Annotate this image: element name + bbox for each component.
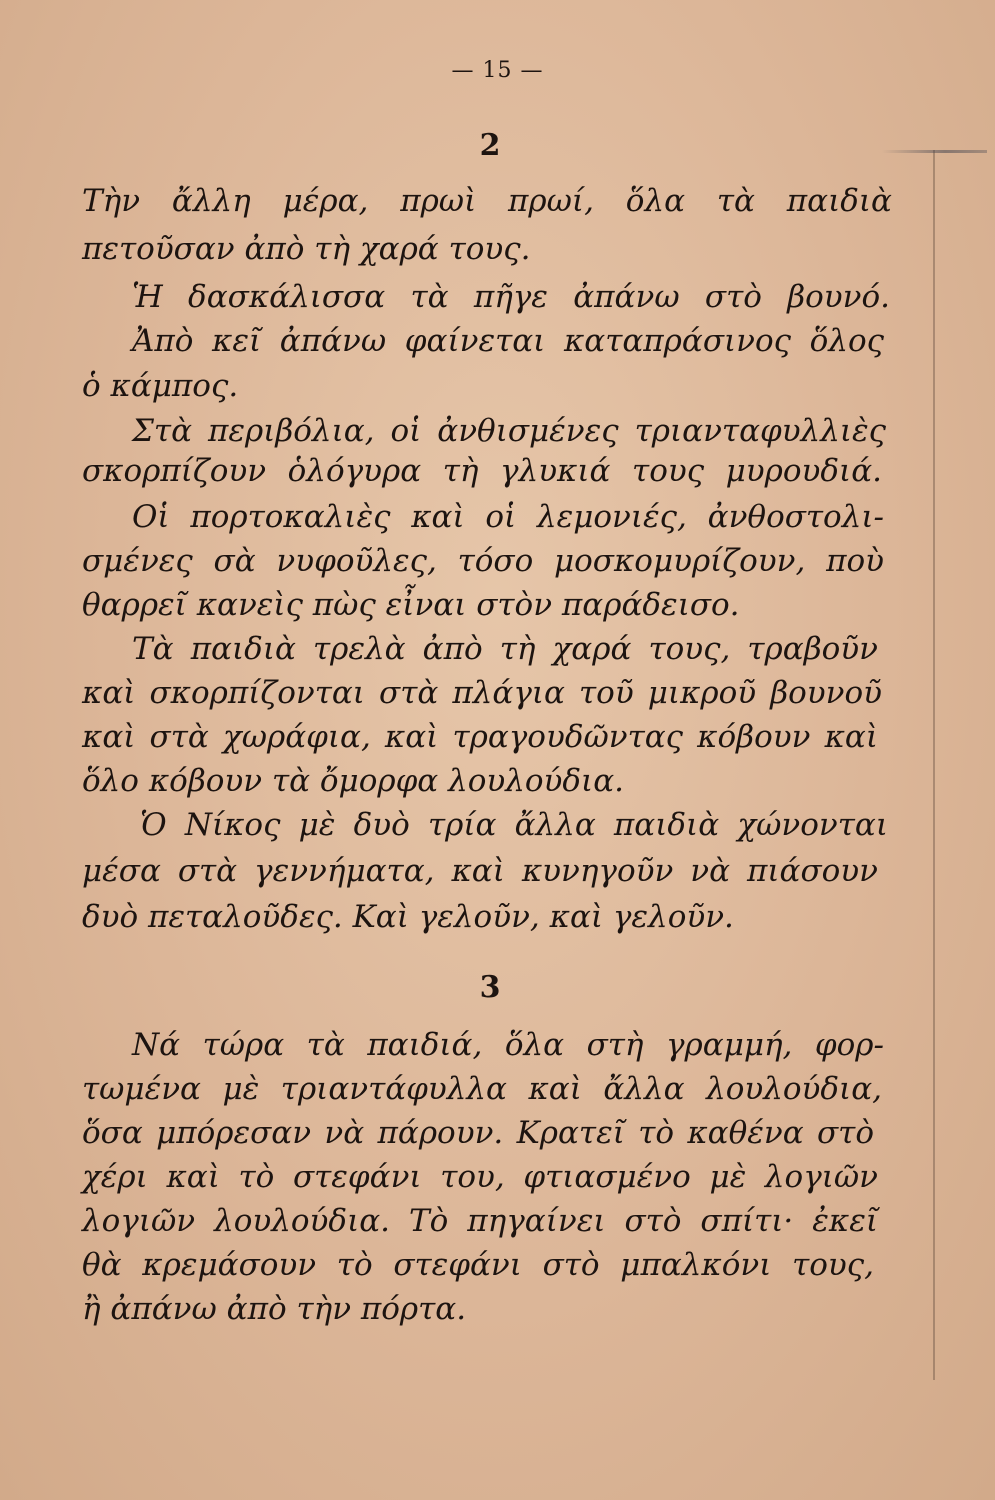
text-line: καὶ στὰ χωράφια, καὶ τραγουδῶντας κόβουν καὶ	[82, 719, 878, 755]
text-line: Οἱ πορτοκαλιὲς καὶ οἱ λεμονιές, ἀνθοστολι-	[132, 499, 884, 535]
text-line: καὶ σκορπίζονται στὰ πλάγια τοῦ μικροῦ βουνοῦ	[82, 675, 882, 711]
text-line: μέσα στὰ γεννήματα, καὶ κυνηγοῦν νὰ πιάσουν	[82, 853, 878, 889]
text-line: θαρρεῖ κανεὶς πὼς εἶναι στὸν παράδεισο.	[82, 587, 740, 623]
text-line: Ὁ Νίκος μὲ δυὸ τρία ἄλλα παιδιὰ χώνονται	[140, 807, 888, 843]
text-line: σμένες σὰ νυφοῦλες, τόσο μοσκομυρίζουν, ποὺ	[82, 543, 884, 579]
text-line: Ἀπὸ κεῖ ἀπάνω φαίνεται καταπράσινος ὅλος	[132, 323, 884, 359]
text-line: ἢ ἀπάνω ἀπὸ τὴν πόρτα.	[82, 1291, 467, 1327]
text-line: Τὰ παιδιὰ τρελὰ ἀπὸ τὴ χαρά τους, τραβοῦν	[132, 631, 878, 667]
text-line: σκορπίζουν ὁλόγυρα τὴ γλυκιά τους μυρουδιά.	[82, 453, 882, 489]
text-line: δυὸ πεταλοῦδες. Καὶ γελοῦν, καὶ γελοῦν.	[82, 899, 734, 935]
text-line: ὁ κάμπος.	[82, 368, 239, 404]
text-line: Νά τώρα τὰ παιδιά, ὅλα στὴ γραμμή, φορ-	[132, 1027, 884, 1063]
text-line: τωμένα μὲ τριαντάφυλλα καὶ ἄλλα λουλούδια,	[82, 1071, 882, 1107]
text-line: Τὴν ἄλλη μέρα, πρωὶ πρωί, ὅλα τὰ παιδιὰ	[82, 183, 892, 219]
text-line: Στὰ περιβόλια, οἱ ἀνθισμένες τριανταφυλλιὲς	[132, 413, 886, 449]
text-line: ὅλο κόβουν τὰ ὄμορφα λουλούδια.	[82, 763, 625, 799]
text-line: ὅσα μπόρεσαν νὰ πάρουν. Κρατεῖ τὸ καθένα στὸ	[82, 1115, 874, 1151]
text-line: πετοῦσαν ἀπὸ τὴ χαρά τους.	[82, 231, 531, 267]
page-edge	[933, 150, 995, 1380]
page-number: — 15 —	[451, 58, 544, 83]
text-line: θὰ κρεμάσουν τὸ στεφάνι στὸ μπαλκόνι τους,	[82, 1247, 874, 1283]
text-line: λογιῶν λουλούδια. Τὸ πηγαίνει στὸ σπίτι· ἐκεῖ	[82, 1203, 878, 1239]
section-number: 3	[479, 970, 501, 1005]
section-number: 2	[479, 128, 501, 163]
text-line: χέρι καὶ τὸ στεφάνι του, φτιασμένο μὲ λογιῶν	[82, 1159, 878, 1195]
text-line: Ἡ δασκάλισσα τὰ πῆγε ἀπάνω στὸ βουνό.	[132, 279, 890, 315]
